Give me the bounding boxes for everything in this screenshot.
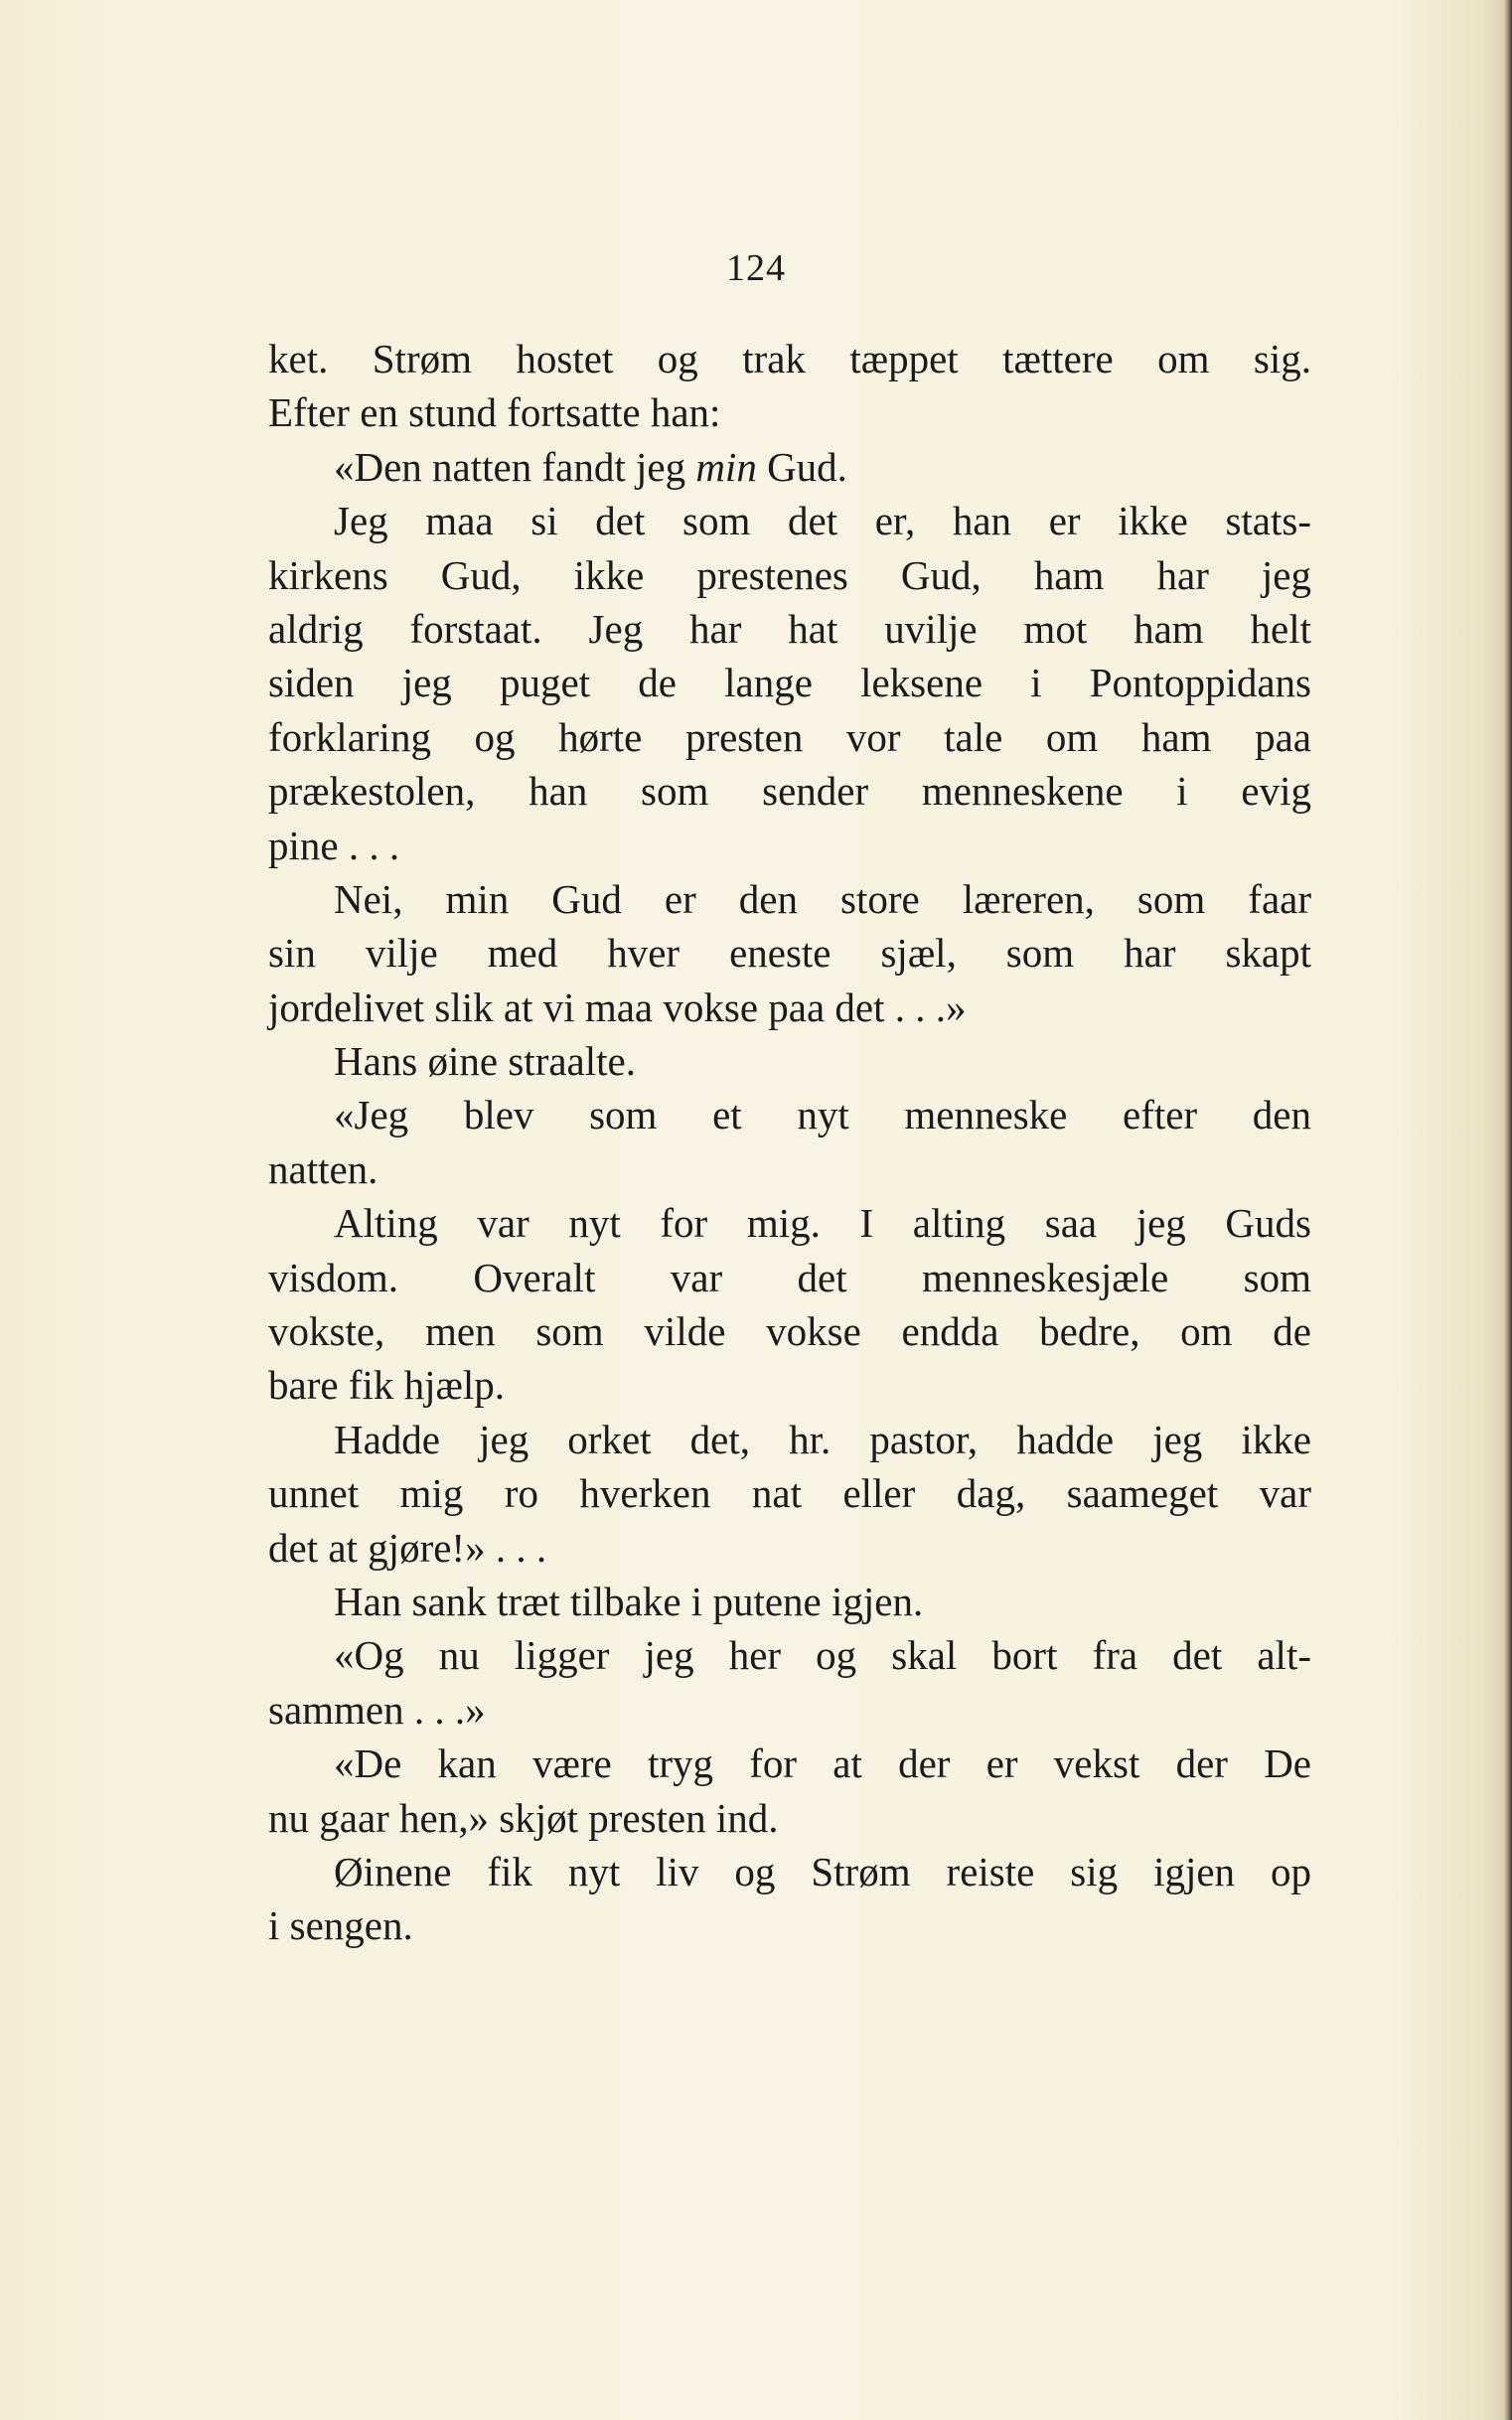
text-line: i sengen. <box>268 1902 413 1949</box>
text-line: visdom. Overalt var det menneskesjæle som <box>268 1254 1311 1300</box>
text-line: «Den natten fandt jeg min Gud. <box>334 443 847 490</box>
text-line: sin vilje med hver eneste sjæl, som har skapt <box>268 930 1311 977</box>
text-line: jordelivet slik at vi maa vokse paa det . . .» <box>268 983 967 1030</box>
text-line: det at gjøre!» . . . <box>268 1524 547 1571</box>
body-text <box>268 332 1311 1953</box>
text-line: Hadde jeg orket det, hr. pastor, hadde jeg ikke <box>334 1416 1311 1462</box>
text-line: «Jeg blev som et nyt menneske efter den <box>334 1092 1311 1138</box>
text-line: sammen . . .» <box>268 1686 486 1733</box>
text-line: «Og nu ligger jeg her og skal bort fra det alt- <box>334 1632 1311 1679</box>
text-line: pine . . . <box>268 822 400 868</box>
text-line: prækestolen, han som sender menneskene i evig <box>268 768 1311 815</box>
text-line: Efter en stund fortsatte han: <box>268 389 721 436</box>
text-line: kirkens Gud, ikke prestenes Gud, ham har jeg <box>268 551 1311 598</box>
text-line: Hans øine straalte. <box>334 1038 636 1085</box>
text-line: unnet mig ro hverken nat eller dag, saameget var <box>268 1470 1311 1517</box>
text-line: Han sank træt tilbake i putene igjen. <box>334 1578 924 1624</box>
emphasis: min <box>695 443 757 490</box>
text-line: forklaring og hørte presten vor tale om ham paa <box>268 713 1311 760</box>
text-line: vokste, men som vilde vokse endda bedre, om de <box>268 1308 1311 1355</box>
text-line: Øinene fik nyt liv og Strøm reiste sig igjen op <box>334 1848 1311 1894</box>
text-line: Alting var nyt for mig. I alting saa jeg Guds <box>334 1200 1311 1247</box>
page-number: 124 <box>726 247 786 289</box>
text-line: nu gaar hen,» skjøt presten ind. <box>268 1794 779 1841</box>
text-line: ket. Strøm hostet og trak tæppet tættere om sig. <box>268 336 1311 381</box>
text-line: aldrig forstaat. Jeg har hat uvilje mot ham helt <box>268 605 1311 652</box>
text-line: Nei, min Gud er den store læreren, som faar <box>334 875 1311 922</box>
text-line: natten. <box>268 1145 378 1192</box>
page-edge-shadow <box>1504 0 1512 2420</box>
text-line: Jeg maa si det som det er, han er ikke stats- <box>334 498 1311 544</box>
text-line: siden jeg puget de lange leksene i Pontoppidans <box>268 660 1311 706</box>
text-line: bare fik hjælp. <box>268 1362 505 1409</box>
text-line: «De kan være tryg for at der er vekst der De <box>334 1740 1311 1787</box>
